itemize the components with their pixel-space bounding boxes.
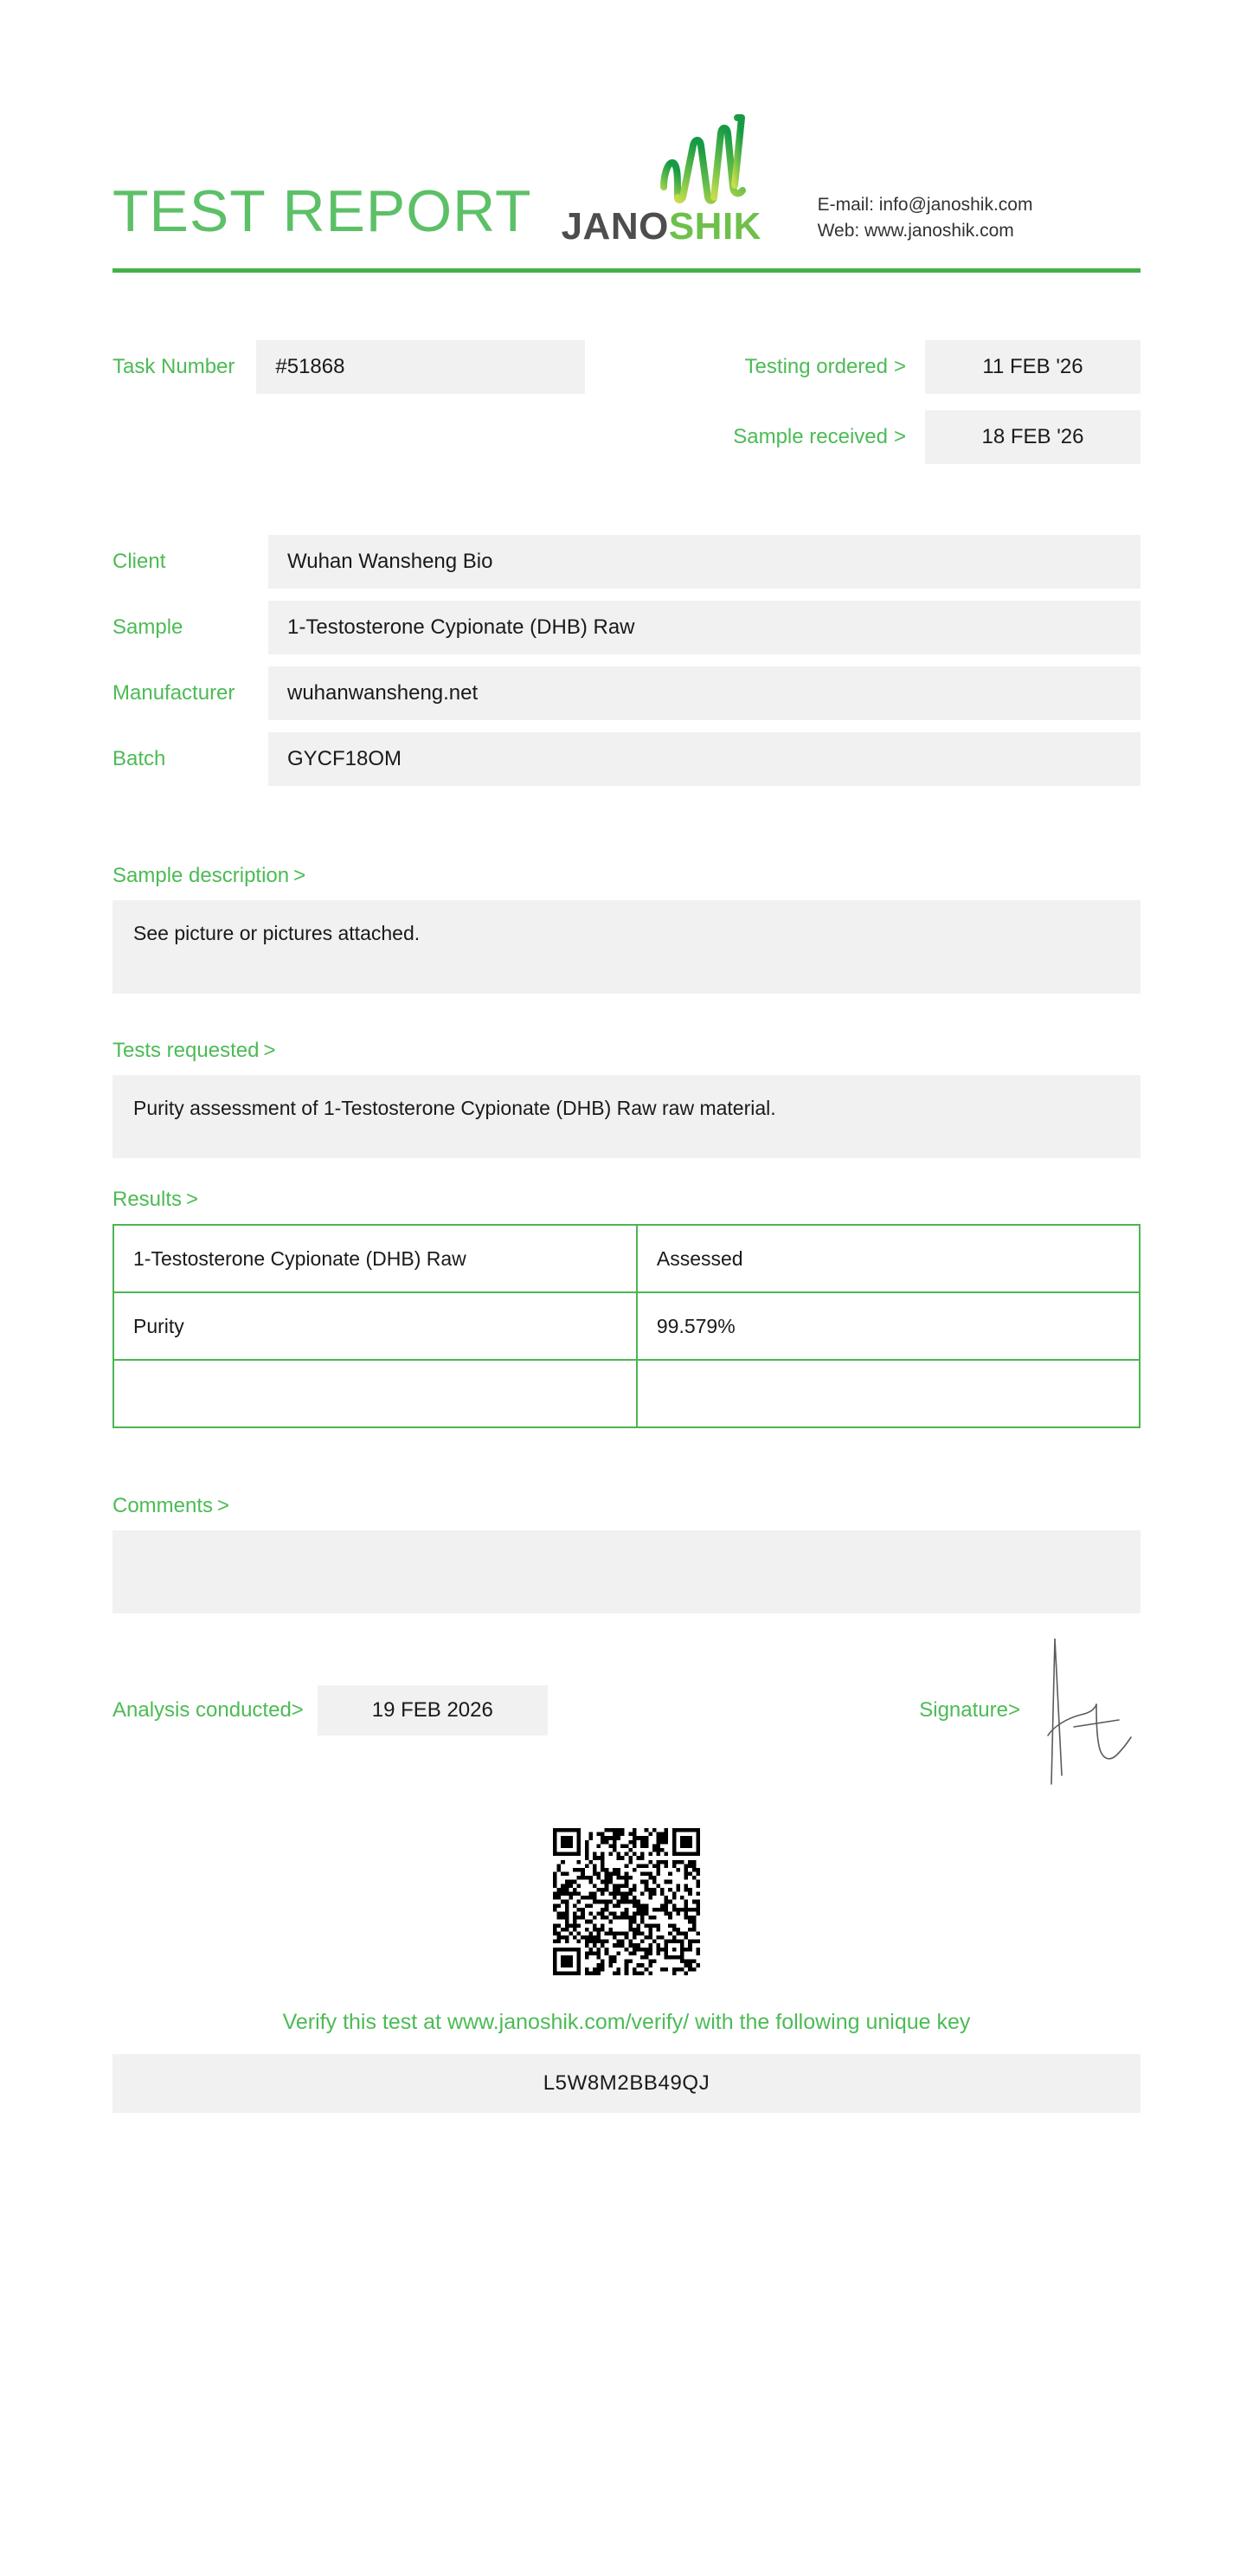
info-row-batch — [112, 732, 1141, 786]
signature-label-text: Signature — [919, 1698, 1008, 1722]
results-heading-text: Results — [112, 1188, 183, 1211]
logo-wordmark — [561, 205, 821, 248]
info-row-manufacturer — [112, 667, 1141, 720]
meta-section — [0, 273, 1253, 464]
signature-section — [0, 1658, 1253, 1762]
result-name-cell — [113, 1360, 637, 1427]
client-value: Wuhan Wansheng Bio — [268, 535, 1141, 589]
verify-text: Verify this test at www.janoshik.com/verify/ with the following unique key — [282, 2010, 971, 2034]
comments-heading-text: Comments — [112, 1494, 214, 1517]
tests-requested-body: Purity assessment of 1-Testosterone Cypionate (DHB) Raw raw material. — [112, 1075, 1141, 1158]
task-number-group — [112, 340, 585, 394]
contact-info — [818, 192, 1033, 246]
comments-body — [112, 1530, 1141, 1613]
footer-section — [0, 1828, 1253, 2113]
chevron-right-icon: > — [1007, 1698, 1020, 1722]
batch-label: Batch — [112, 747, 166, 770]
dates-group — [733, 340, 1141, 464]
report-header — [0, 0, 1253, 268]
sample-value: 1-Testosterone Cypionate (DHB) Raw — [268, 601, 1141, 654]
testing-ordered-label-text: Testing ordered — [744, 355, 888, 378]
page-title: TEST REPORT — [112, 178, 532, 244]
manufacturer-value: wuhanwansheng.net — [268, 667, 1141, 720]
contact-web: Web: www.janoshik.com — [817, 221, 1014, 242]
chevron-right-icon: > — [293, 864, 306, 887]
spacer — [0, 798, 1253, 864]
client-label: Client — [112, 550, 166, 573]
spacer — [0, 994, 1253, 1039]
signature-group — [919, 1635, 1141, 1786]
results-table — [112, 1224, 1141, 1428]
sample-description-section — [0, 864, 1253, 994]
comments-heading — [112, 1494, 1141, 1518]
comments-section — [0, 1494, 1253, 1613]
task-number-value: #51868 — [256, 340, 585, 394]
chevron-right-icon: > — [217, 1494, 230, 1517]
logo-word-jano: JANO — [561, 205, 669, 248]
spacer — [0, 1158, 1253, 1188]
spacer — [0, 1428, 1253, 1494]
qr-code — [553, 1828, 700, 1975]
table-row — [113, 1360, 1140, 1427]
signature-image — [1032, 1630, 1141, 1786]
signature-label — [919, 1698, 1020, 1723]
result-name-cell: 1-Testosterone Cypionate (DHB) Raw — [113, 1225, 637, 1292]
chevron-right-icon: > — [893, 355, 906, 378]
chevron-right-icon: > — [263, 1039, 276, 1062]
info-section — [0, 464, 1253, 786]
testing-ordered-row — [733, 340, 1141, 394]
sample-received-row — [733, 410, 1141, 464]
tests-requested-heading-text: Tests requested — [112, 1039, 260, 1062]
tests-requested-section — [0, 1039, 1253, 1158]
sample-description-heading-text: Sample description — [112, 864, 290, 887]
results-heading — [112, 1188, 1141, 1212]
sample-received-label — [733, 425, 906, 449]
testing-ordered-label — [745, 355, 906, 379]
squiggle-wave-mark-icon — [659, 114, 754, 211]
result-value-cell — [637, 1360, 1140, 1427]
results-section — [0, 1188, 1253, 1428]
sample-label: Sample — [112, 615, 183, 639]
info-row-sample — [112, 601, 1141, 654]
table-row — [113, 1292, 1140, 1360]
result-name-cell: Purity — [113, 1292, 637, 1360]
result-value-cell: 99.579% — [637, 1292, 1140, 1360]
sample-description-heading — [112, 864, 1141, 888]
brand-block — [562, 192, 1033, 268]
logo-word-shik: SHIK — [668, 205, 761, 248]
contact-email: E-mail: info@janoshik.com — [817, 195, 1033, 216]
table-row — [113, 1225, 1140, 1292]
sample-description-body: See picture or pictures attached. — [112, 900, 1141, 994]
analysis-conducted-label-text: Analysis conducted — [112, 1698, 292, 1722]
analysis-conducted-label — [112, 1698, 304, 1723]
chevron-right-icon: > — [893, 425, 906, 448]
result-value-cell: Assessed — [637, 1225, 1140, 1292]
chevron-right-icon: > — [291, 1698, 304, 1722]
chevron-right-icon: > — [186, 1188, 199, 1211]
sample-received-label-text: Sample received — [733, 425, 888, 448]
analysis-conducted-group — [112, 1685, 548, 1736]
spacer — [0, 2113, 1253, 2179]
analysis-conducted-date: 19 FEB 2026 — [318, 1685, 548, 1736]
info-row-client — [112, 535, 1141, 589]
task-number-label: Task Number — [112, 355, 235, 378]
janoshik-logo — [561, 205, 821, 248]
testing-ordered-value: 11 FEB '26 — [925, 340, 1141, 394]
manufacturer-label: Manufacturer — [112, 681, 235, 705]
batch-value: GYCF18OM — [268, 732, 1141, 786]
tests-requested-heading — [112, 1039, 1141, 1063]
sample-received-value: 18 FEB '26 — [925, 410, 1141, 464]
unique-key-box: L5W8M2BB49QJ — [112, 2054, 1141, 2113]
